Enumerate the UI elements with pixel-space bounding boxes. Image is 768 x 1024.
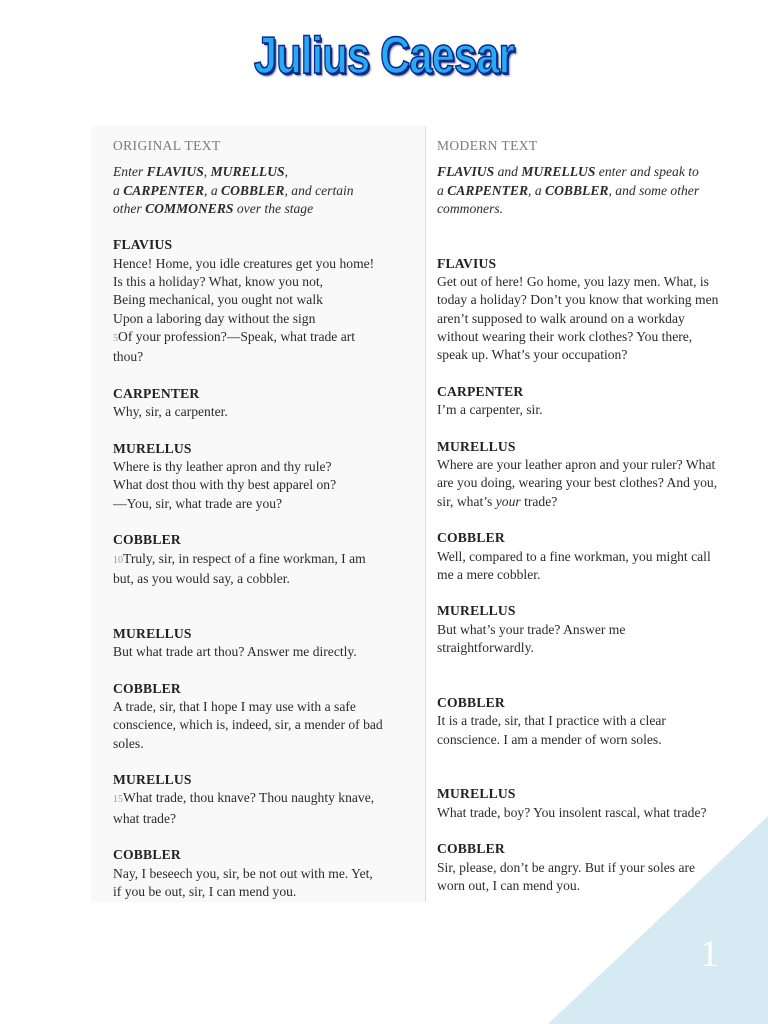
speaker-cobbler: COBBLER [113,532,181,548]
speech-flavius: Hence! Home, you idle creatures get you home! Is this a holiday? What, know you not, Being mechanical, you ought not walk Upon a laboring day without the sign 5Of your profession?—Speak, what trade art thou? [113,255,375,365]
stage-direction: Enter FLAVIUS, MURELLUS, a CARPENTER, a COBBLER, and certain other COMMONERS over the stage [113,164,354,216]
speech-cobbler: Nay, I beseech you, sir, be not out with me. Yet, if you be out, sir, I can mend you. [113,865,373,899]
speaker-cobbler: COBBLER [437,841,505,857]
speech-murellus: But what trade art thou? Answer me directly. [113,644,357,660]
speech-murellus: Where is thy leather apron and thy rule? What dost thou with thy best apparel on? —You, sir, what trade are you? [113,459,337,511]
speech-cobbler: It is a trade, sir, that I practice with a clear conscience. I am a mender of worn soles. [437,713,666,747]
speaker-murellus: MURELLUS [113,625,192,641]
speech-cobbler: 10Truly, sir, in respect of a fine workman, I am but, as you would say, a cobbler. [113,550,366,586]
line-number: 15 [113,794,123,806]
original-text-heading: ORIGINAL TEXT [113,138,221,153]
speaker-cobbler: COBBLER [113,847,181,863]
modern-text-heading: MODERN TEXT [437,138,538,153]
speech-carpenter: I’m a carpenter, sir. [437,402,543,418]
line-number: 10 [113,554,123,566]
speaker-murellus: MURELLUS [113,772,192,788]
speaker-flavius: FLAVIUS [437,255,497,271]
speech-murellus: Where are your leather apron and your ruler? What are you doing, wearing your best clothes? And you, sir, what’s your trade? [437,457,718,509]
speech-cobbler: Well, compared to a fine workman, you might call me a mere cobbler. [437,548,711,582]
page-title: Julius Caesar [253,27,515,85]
speaker-flavius: FLAVIUS [113,237,173,253]
speech-flavius: Get out of here! Go home, you lazy men. What, is today a holiday? Don’t you know that working men aren’t supposed to walk around on a workday without wearing their work clothes? You there, speak up. What’s your occupation? [437,274,719,363]
page-number: 1 [700,933,719,975]
speech-murellus: 15What trade, thou knave? Thou naughty knave, what trade? [113,790,375,826]
speaker-carpenter: CARPENTER [113,385,200,401]
speaker-murellus: MURELLUS [437,438,516,454]
speaker-murellus: MURELLUS [113,440,192,456]
speech-cobbler: Sir, please, don’t be angry. But if your soles are worn out, I can mend you. [437,859,696,893]
line-number: 5 [113,332,118,344]
speaker-cobbler: COBBLER [437,530,505,546]
speech-carpenter: Why, sir, a carpenter. [113,404,228,420]
speaker-cobbler: COBBLER [113,680,181,696]
speaker-carpenter: CARPENTER [437,383,524,399]
speaker-murellus: MURELLUS [437,786,516,802]
speech-cobbler: A trade, sir, that I hope I may use with a safe conscience, which is, indeed, sir, a mender of bad soles. [113,698,383,751]
speech-murellus: What trade, boy? You insolent rascal, what trade? [437,804,707,820]
speech-murellus: But what’s your trade? Answer me straightforwardly. [437,621,626,656]
stage-direction: FLAVIUS and MURELLUS enter and speak to a CARPENTER, a COBBLER, and some other commoners. [437,164,700,216]
speaker-cobbler: COBBLER [437,694,505,710]
speaker-murellus: MURELLUS [437,603,516,619]
corner-triangle [548,816,768,1024]
